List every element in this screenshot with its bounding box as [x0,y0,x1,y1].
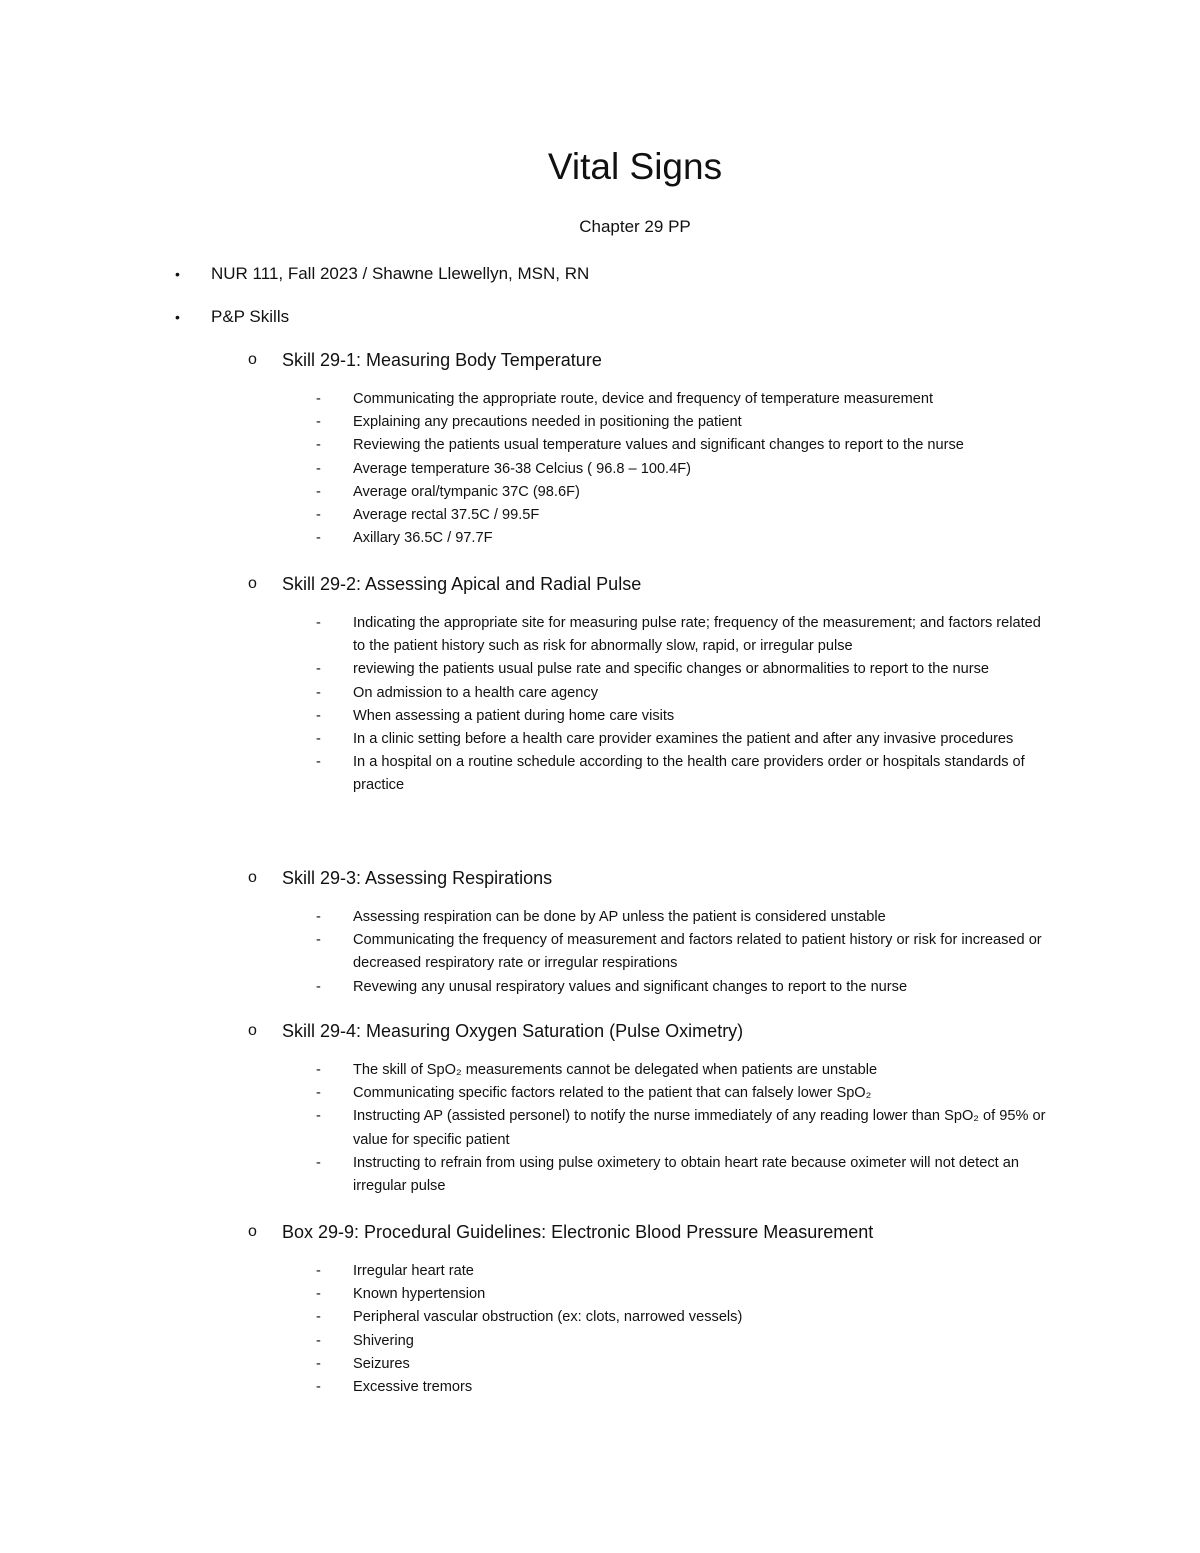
list-item-text: Indicating the appropriate site for measuring pulse rate; frequency of the measurement; and factors related to the patient history such as risk for abnormally slow, rapid, or irregular pulse [353,615,1041,655]
list-item [248,1330,1108,1353]
list-item-text: Known hypertension [353,1286,486,1303]
document-title: Vital Signs [547,146,723,187]
section-skill-29-1 [248,348,1108,550]
circle-bullet-icon: o [248,351,257,368]
section-box-29-9 [248,1220,1108,1399]
list-item [248,751,1108,797]
list-item-text: Irregular heart rate [353,1263,474,1279]
dash-icon: - [316,460,321,477]
list-item [248,658,1108,681]
section-heading-text: Box 29-9: Procedural Guidelines: Electronic Blood Pressure Measurement [282,1222,874,1242]
list-item [248,1260,1108,1283]
list-item [248,504,1108,527]
list-item [248,612,1108,658]
list-item [248,976,1108,999]
list-item [248,929,1108,975]
section-heading [248,572,1108,596]
course-info: NUR 111, Fall 2023 / Shawne Llewellyn, MSN, RN [211,264,590,283]
list-item-text: Communicating specific factors related to the patient that can falsely lower SpO₂ [353,1085,872,1102]
list-item-text: Instructing AP (assisted personel) to notify the nurse immediately of any reading lower than SpO₂ of 95% or value for specific patient [353,1108,1046,1148]
section-heading-text: Skill 29-1: Measuring Body Temperature [282,350,602,370]
list-item-text: Communicating the appropriate route, device and frequency of temperature measurement [353,391,934,407]
list-item [248,906,1108,929]
dash-icon: - [316,661,321,678]
list-item [248,728,1108,751]
dash-icon: - [316,530,321,547]
list-item [248,1059,1108,1082]
list-item [248,388,1108,411]
dash-icon: - [316,483,321,500]
section-skill-29-3 [248,866,1108,999]
list-item [248,481,1108,504]
list-item [248,458,1108,481]
section-item-list [248,906,1108,999]
list-item [248,705,1108,728]
dash-icon: - [316,707,321,724]
list-item-text: The skill of SpO₂ measurements cannot be delegated when patients are unstable [353,1062,878,1078]
section-item-list [248,612,1108,798]
section-heading-text: Skill 29-2: Assessing Apical and Radial Pulse [282,574,642,594]
list-item-text: Excessive tremors [353,1379,473,1396]
circle-bullet-icon: o [248,1223,257,1240]
dash-icon: - [316,1309,321,1326]
list-item-text: Instructing to refrain from using pulse oximetery to obtain heart rate because oximeter will not detect an irregular pulse [353,1154,1019,1195]
bullet-icon: • [175,309,180,325]
list-item [248,682,1108,705]
dash-icon: - [316,754,321,771]
document-subtitle: Chapter 29 PP [579,217,691,236]
section-item-list [248,388,1108,550]
list-item-text: Average temperature 36-38 Celcius ( 96.8 – 100.4F) [353,460,692,477]
list-item [248,1353,1108,1376]
dash-icon: - [316,507,321,524]
section-heading-text: Skill 29-4: Measuring Oxygen Saturation (Pulse Oximetry) [282,1021,744,1041]
circle-bullet-icon: o [248,869,257,886]
dash-icon: - [316,1108,321,1125]
list-item-text: Communicating the frequency of measurement and factors related to patient history or risk for increased or decreased respiratory rate or irregular respirations [353,932,1042,972]
dash-icon: - [316,1263,321,1279]
circle-bullet-icon: o [248,1022,257,1039]
section-heading [248,866,1108,890]
dash-icon: - [316,932,321,949]
list-item-text: Peripheral vascular obstruction (ex: clots, narrowed vessels) [353,1309,743,1326]
dash-icon: - [316,1085,321,1102]
list-item-text: reviewing the patients usual pulse rate and specific changes or abnormalities to report to the nurse [353,661,990,678]
list-item [248,1082,1108,1105]
dash-icon: - [316,1332,321,1349]
section-item-list [248,1059,1108,1198]
list-item [248,527,1108,550]
section-item-list [248,1260,1108,1399]
section-heading [248,1019,1108,1043]
list-item-text: In a hospital on a routine schedule according to the health care providers order or hospitals standards of practice [353,754,1025,794]
list-item [248,1306,1108,1329]
section-skill-29-2 [248,572,1108,798]
dash-icon: - [316,1286,321,1303]
list-item-text: On admission to a health care agency [353,684,598,701]
list-item [248,411,1108,434]
list-item-text: Assessing respiration can be done by AP unless the patient is considered unstable [353,909,886,925]
dash-icon: - [316,731,321,748]
list-item-text: Revewing any unusal respiratory values and significant changes to report to the nurse [353,978,908,995]
list-item [248,1376,1108,1399]
dash-icon: - [316,615,321,631]
dash-icon: - [316,1062,321,1078]
list-item-text: Average rectal 37.5C / 99.5F [353,507,540,524]
section-skill-29-4 [248,1019,1108,1198]
bullet-icon: • [175,266,180,282]
list-item-text: In a clinic setting before a health care provider examines the patient and after any invasive procedures [353,731,1014,748]
dash-icon: - [316,391,321,407]
list-item-text: When assessing a patient during home care visits [353,707,675,724]
dash-icon: - [316,1379,321,1396]
dash-icon: - [316,1154,321,1171]
skills-heading: P&P Skills [211,307,290,326]
dash-icon: - [316,437,321,454]
list-item-text: Seizures [353,1355,410,1372]
circle-bullet-icon: o [248,575,257,592]
list-item [248,1105,1108,1151]
dash-icon: - [316,414,321,431]
list-item-text: Axillary 36.5C / 97.7F [353,530,493,547]
list-item [248,434,1108,457]
list-item [248,1283,1108,1306]
section-heading-text: Skill 29-3: Assessing Respirations [282,868,553,888]
dash-icon: - [316,684,321,701]
list-item-text: Explaining any precautions needed in positioning the patient [353,414,742,431]
list-item-text: Reviewing the patients usual temperature values and significant changes to report to the nurse [353,437,964,454]
list-item [248,1152,1108,1198]
dash-icon: - [316,909,321,925]
list-item-text: Shivering [353,1332,414,1349]
section-heading [248,1220,1108,1244]
dash-icon: - [316,978,321,995]
dash-icon: - [316,1355,321,1372]
section-heading [248,348,1108,372]
list-item-text: Average oral/tympanic 37C (98.6F) [353,483,580,500]
